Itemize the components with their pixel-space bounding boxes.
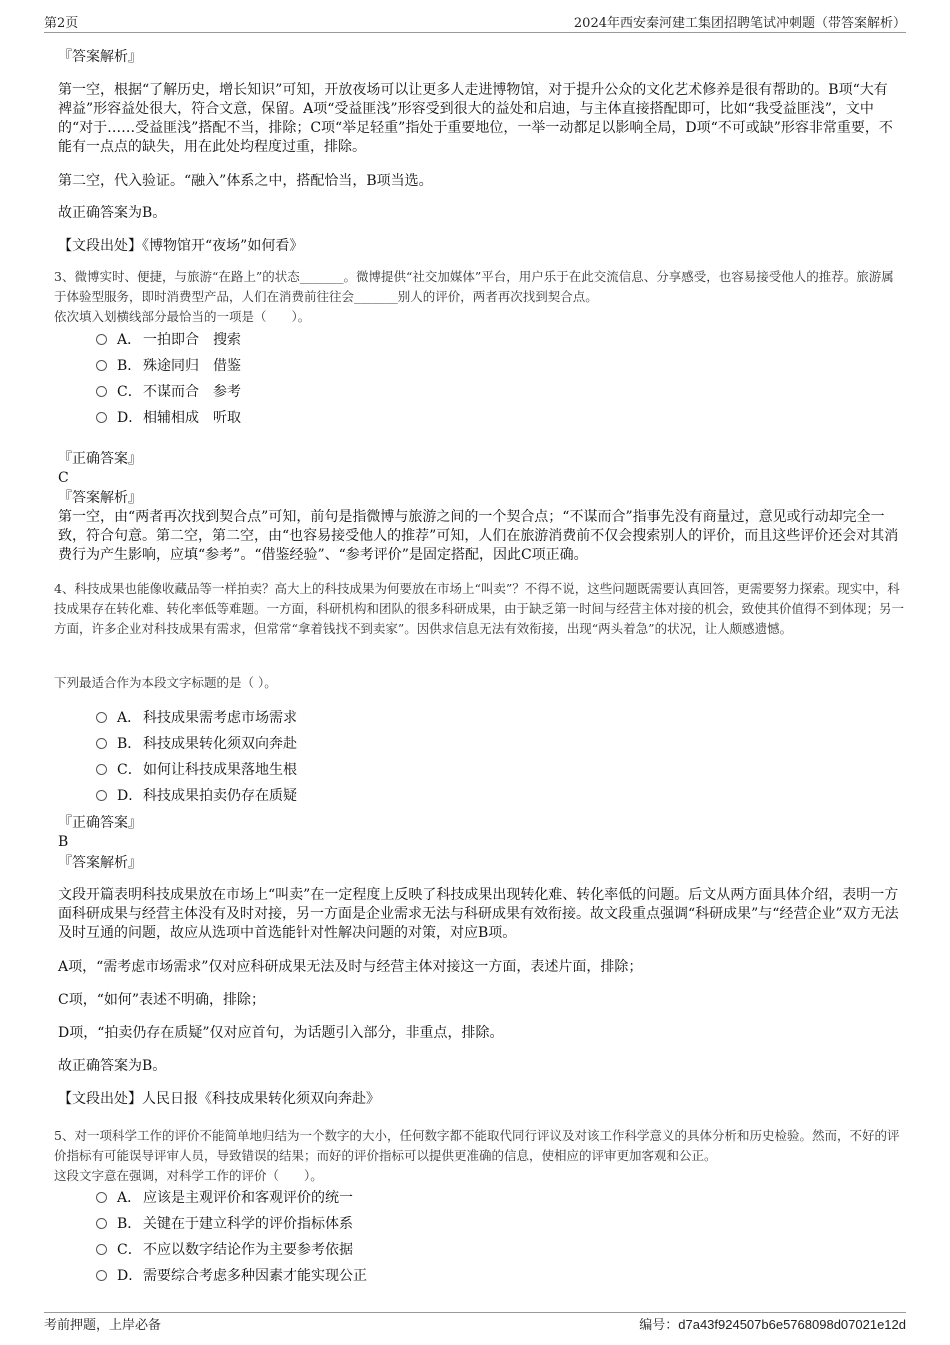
q4-option-a[interactable]: A． 科技成果需考虑市场需求 (96, 709, 297, 727)
q4-stem: 4、科技成果也能像收藏品等一样拍卖？高大上的科技成果为何要放在市场上“叫卖”？不得不说，这些问题既需要认真回答，更需要努力探索。现实中，科技成果存在转化难、转化率低等难题。一方面，科研机构和团队的很多科研成果，由于缺乏第一时间与经营主体对接的机会，致使其价值得不到体现；另一方面，许多企业对科技成果有需求，但常常“拿着钱找不到卖家”。因供求信息无法有效衔接，出现“两头着急”的状况，让人颇感遗憾。 (54, 581, 905, 636)
q4-answer: B (58, 834, 69, 850)
q3-analysis: 第一空，由“两者再次找到契合点”可知，前句是指微博与旅游之间的一个契合点；“不谋而合”指事先没有商量过，意见或行动却完全一致，符合句意。第二空，第二空，由“也容易接受他人的推荐”可知，人们在旅游消费前不仅会搜索别人的评价，而且这些评价还会对其消费行为产生影响，应填“参考”。“借鉴经验”、“参考评价”是固定搭配，因此C项正确。 (58, 509, 899, 563)
radio-icon[interactable] (96, 1244, 107, 1255)
q3-question: 依次填入划横线部分最恰当的一项是（ ）。 (54, 309, 311, 324)
footer-code-label: 编号： (639, 1318, 679, 1333)
footer-code-value: d7a43f924507b6e5768098d07021e12d (678, 1317, 906, 1332)
q4-source: 【文段出处】人民日报《科技成果转化须双向奔赴》 (58, 1091, 380, 1107)
q3-option-c[interactable]: C．不谋而合 参考 (96, 383, 241, 401)
q3-analysis-label: 『答案解析』 (58, 490, 142, 506)
header-divider (44, 32, 906, 33)
q3-answer: C (58, 470, 69, 486)
footer-code (639, 1314, 906, 1333)
q5-option-a[interactable]: A． 应该是主观评价和客观评价的统一 (96, 1189, 353, 1207)
document-title: 2024年西安秦河建工集团招聘笔试冲刺题（带答案解析） (573, 16, 906, 31)
q3-answer-label: 『正确答案』 (58, 451, 142, 467)
q2-source: 【文段出处】《博物馆开“夜场”如何看》 (58, 238, 304, 254)
q4-option-b[interactable]: B． 科技成果转化须双向奔赴 (96, 735, 297, 753)
q5-stem: 5、对一项科学工作的评价不能简单地归结为一个数字的大小，任何数字都不能取代同行评议及对该工作科学意义的具体分析和历史检验。然而，不好的评价指标有可能误导评审人员，导致错误的结果；而好的评价指标可以提供更准确的信息，使相应的评审更加客观和公正。 (54, 1128, 900, 1163)
q4-option-d[interactable]: D．科技成果拍卖仍存在质疑 (96, 787, 297, 805)
q4-option-c[interactable]: C．如何让科技成果落地生根 (96, 761, 297, 779)
footer-slogan: 考前押题，上岸必备 (44, 1318, 162, 1333)
q2-analysis-para2: 第二空，代入验证。“融入”体系之中，搭配恰当，B项当选。 (58, 173, 433, 189)
q2-conclusion: 故正确答案为B。 (58, 205, 167, 221)
q4-note-a: A项，“需考虑市场需求”仅对应科研成果无法及时与经营主体对接这一方面，表述片面，排除； (58, 959, 643, 975)
page-number: 第2页 (44, 16, 79, 31)
radio-icon[interactable] (96, 738, 107, 749)
q3-option-b[interactable]: B． 殊途同归 借鉴 (96, 357, 241, 375)
q4-answer-label: 『正确答案』 (58, 815, 142, 831)
q3-option-d[interactable]: D．相辅相成 听取 (96, 409, 241, 427)
radio-icon[interactable] (96, 386, 107, 397)
radio-icon[interactable] (96, 1192, 107, 1203)
radio-icon[interactable] (96, 712, 107, 723)
q4-note-c: C项，“如何”表述不明确，排除； (58, 992, 266, 1008)
q4-note-d: D项，“拍卖仍存在质疑”仅对应首句，为话题引入部分，非重点，排除。 (58, 1025, 504, 1041)
radio-icon[interactable] (96, 764, 107, 775)
q5-question: 这段文字意在强调，对科学工作的评价（ ）。 (54, 1168, 323, 1183)
q2-analysis-para1: 第一空，根据“了解历史，增长知识”可知，开放夜场可以让更多人走进博物馆，对于提升公众的文化艺术修养是很有帮助的。B项“大有裨益”形容益处很大，符合文意，保留。A项“受益匪浅”形容受到很大的益处和启迪，与主体直接搭配即可，比如“我受益匪浅”，文中的“对于……受益匪浅”搭配不当，排除；C项“举足轻重”指处于重要地位，一举一动都足以影响全局，D项“不可或缺”形容非常重要，不能有一点点的缺失，用在此处均程度过重，排除。 (58, 82, 893, 155)
radio-icon[interactable] (96, 412, 107, 423)
q4-analysis-label: 『答案解析』 (58, 855, 142, 871)
radio-icon[interactable] (96, 790, 107, 801)
q5-option-d[interactable]: D．需要综合考虑多种因素才能实现公正 (96, 1267, 367, 1285)
q5-option-b[interactable]: B． 关键在于建立科学的评价指标体系 (96, 1215, 353, 1233)
q5-option-c[interactable]: C．不应以数字结论作为主要参考依据 (96, 1241, 353, 1259)
q4-conclusion: 故正确答案为B。 (58, 1058, 167, 1074)
radio-icon[interactable] (96, 1270, 107, 1281)
radio-icon[interactable] (96, 360, 107, 371)
radio-icon[interactable] (96, 1218, 107, 1229)
footer-divider (44, 1312, 906, 1313)
q3-option-a[interactable]: A． 一拍即合 搜索 (96, 331, 241, 349)
q2-analysis-label: 『答案解析』 (58, 49, 142, 65)
q3-stem: 3、微博实时、便捷，与旅游“在路上”的状态_______。微博提供“社交加媒体”平台，用户乐于在此交流信息、分享感受，也容易接受他人的推荐。旅游属于体验型服务，即时消费型产品，人们在消费前往往会_______别人的评价，两者再次找到契合点。 (54, 269, 894, 304)
q4-analysis: 文段开篇表明科技成果放在市场上“叫卖”在一定程度上反映了科技成果出现转化难、转化率低的问题。后文从两方面具体介绍，表明一方面科研成果与经营主体没有及时对接，另一方面是企业需求无法与科研成果有效衔接。故文段重点强调“科研成果”与“经营企业”双方无法及时互通的问题，故应从选项中首选能针对性解决问题的对策，对应B项。 (58, 887, 899, 941)
q4-question: 下列最适合作为本段文字标题的是（ ）。 (54, 675, 277, 690)
radio-icon[interactable] (96, 334, 107, 345)
